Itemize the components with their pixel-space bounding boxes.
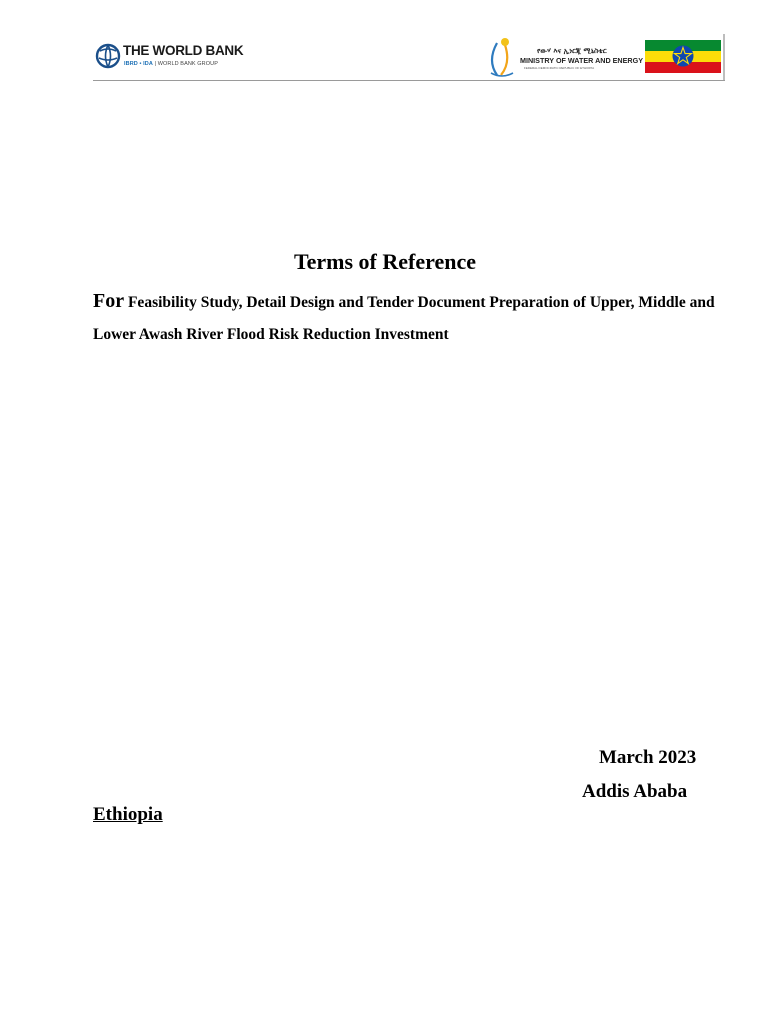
header-edge [723, 34, 725, 80]
document-city: Addis Ababa [582, 781, 688, 802]
subtitle-text: Feasibility Study, Detail Design and Tender Document Preparation of Upper, Middle and Lower Awash River Flood Risk Reduction Investment [93, 294, 715, 343]
document-subtitle [93, 285, 733, 351]
document-country: Ethiopia [93, 804, 163, 825]
document-title: Terms of Reference [293, 249, 477, 274]
ministry-tagline: FEDERAL DEMOCRATIC REPUBLIC OF ETHIOPIA [524, 66, 595, 70]
world-bank-title: THE WORLD BANK [123, 43, 244, 58]
ministry-name: MINISTRY OF WATER AND ENERGY [520, 56, 643, 65]
world-bank-ibrd-ida: IBRD • IDA [124, 61, 153, 67]
ministry-logo [485, 34, 645, 80]
ministry-emblem-icon [485, 35, 519, 79]
subtitle-lead-word: For [93, 290, 125, 312]
world-bank-group: WORLD BANK GROUP [157, 61, 218, 67]
world-bank-subtitle: IBRD • IDA | WORLD BANK GROUP [124, 61, 218, 67]
ethiopia-flag [645, 40, 721, 73]
document-header [93, 34, 725, 81]
world-bank-globe-icon [95, 38, 121, 74]
ministry-name-amharic: የውሃ እና ኢነርጂ ሚኒስቴር [537, 47, 607, 55]
document-date: March 2023 [599, 747, 697, 768]
flag-star-emblem-icon [671, 44, 695, 68]
world-bank-logo [95, 38, 244, 74]
